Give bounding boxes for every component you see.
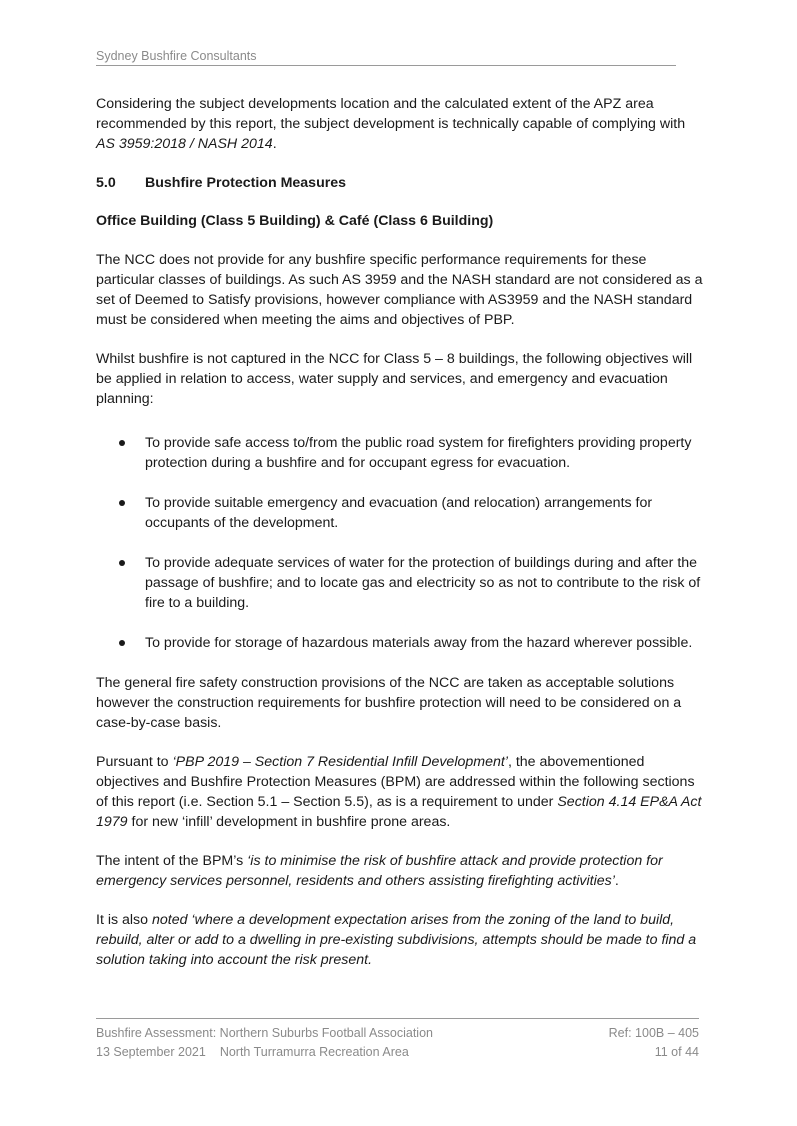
- paragraph-ncc: The NCC does not provide for any bushfire specific performance requirements for these particular classes of buildings. As such AS 3959 and the NASH standard are not considered as a set of Deemed to Satisfy provisions, however compliance with AS3959 and the NASH standard must be considered when meeting the aims and objectives of PBP.: [96, 252, 703, 328]
- bullet-icon: [119, 500, 125, 506]
- footer-page-number: 11 of 44: [654, 1045, 699, 1059]
- bullet-icon: [119, 560, 125, 566]
- objectives-list: [96, 433, 704, 653]
- section-number: 5.0: [96, 175, 116, 191]
- list-item: To provide suitable emergency and evacuation (and relocation) arrangements for occupants of the development.: [96, 493, 704, 533]
- footer-ref: Ref: 100B – 405: [608, 1026, 699, 1040]
- paragraph-noted: It is also noted ‘where a development expectation arises from the zoning of the land to build, rebuild, alter or add to a dwelling in pre-existing subdivisions, attempts should be made to find a solution taking into account the risk present.: [96, 912, 697, 968]
- page-body: [96, 94, 704, 989]
- bullet-icon: [119, 640, 125, 646]
- paragraph-pursuant: Pursuant to ‘PBP 2019 – Section 7 Residential Infill Development’, the abovementioned objectives and Bushfire Protection Measures (BPM) are addressed within the following sections of this report (i.e. Section 5.1 – Section 5.5), as is a requirement to under Section 4.14 EP&A Act 1979 for new ‘infill’ development in bushfire prone areas.: [96, 754, 702, 830]
- footer-project: Bushfire Assessment: Northern Suburbs Football Association: [96, 1026, 433, 1040]
- intro-paragraph: Considering the subject developments location and the calculated extent of the APZ area recommended by this report, the subject development is technically capable of complying with AS 3959:2018 / NASH 2014.: [96, 96, 686, 152]
- section-heading: [96, 173, 704, 193]
- footer-place: North Turramurra Recreation Area: [219, 1045, 409, 1059]
- intro-standard: AS 3959:2018 / NASH 2014: [96, 136, 273, 152]
- subheading: Office Building (Class 5 Building) & Café (Class 6 Building): [96, 213, 494, 229]
- list-item: To provide adequate services of water for the protection of buildings during and after the passage of bushfire; and to locate gas and electricity so as not to contribute to the risk of fire to a building.: [96, 553, 704, 613]
- paragraph-objectives-intro: Whilst bushfire is not captured in the NCC for Class 5 – 8 buildings, the following objectives will be applied in relation to access, water supply and services, and emergency and evacuation planning:: [96, 351, 693, 407]
- paragraph-construction: The general fire safety construction provisions of the NCC are taken as acceptable solutions however the construction requirements for bushfire protection will need to be considered on a case-by-case basis.: [96, 675, 682, 731]
- list-item: To provide safe access to/from the public road system for firefighters providing property protection during a bushfire and for occupant egress for evacuation.: [96, 433, 704, 473]
- list-item: To provide for storage of hazardous materials away from the hazard wherever possible.: [96, 633, 704, 653]
- footer-date: 13 September 2021: [96, 1045, 206, 1059]
- page-header: [96, 48, 676, 66]
- bullet-icon: [119, 440, 125, 446]
- paragraph-intent: The intent of the BPM’s ‘is to minimise the risk of bushfire attack and provide protection for emergency services personnel, residents and others assisting firefighting activities’.: [96, 853, 663, 889]
- page-footer: [96, 1018, 699, 1062]
- header-title: Sydney Bushfire Consultants: [96, 49, 257, 63]
- section-title: Bushfire Protection Measures: [145, 175, 347, 191]
